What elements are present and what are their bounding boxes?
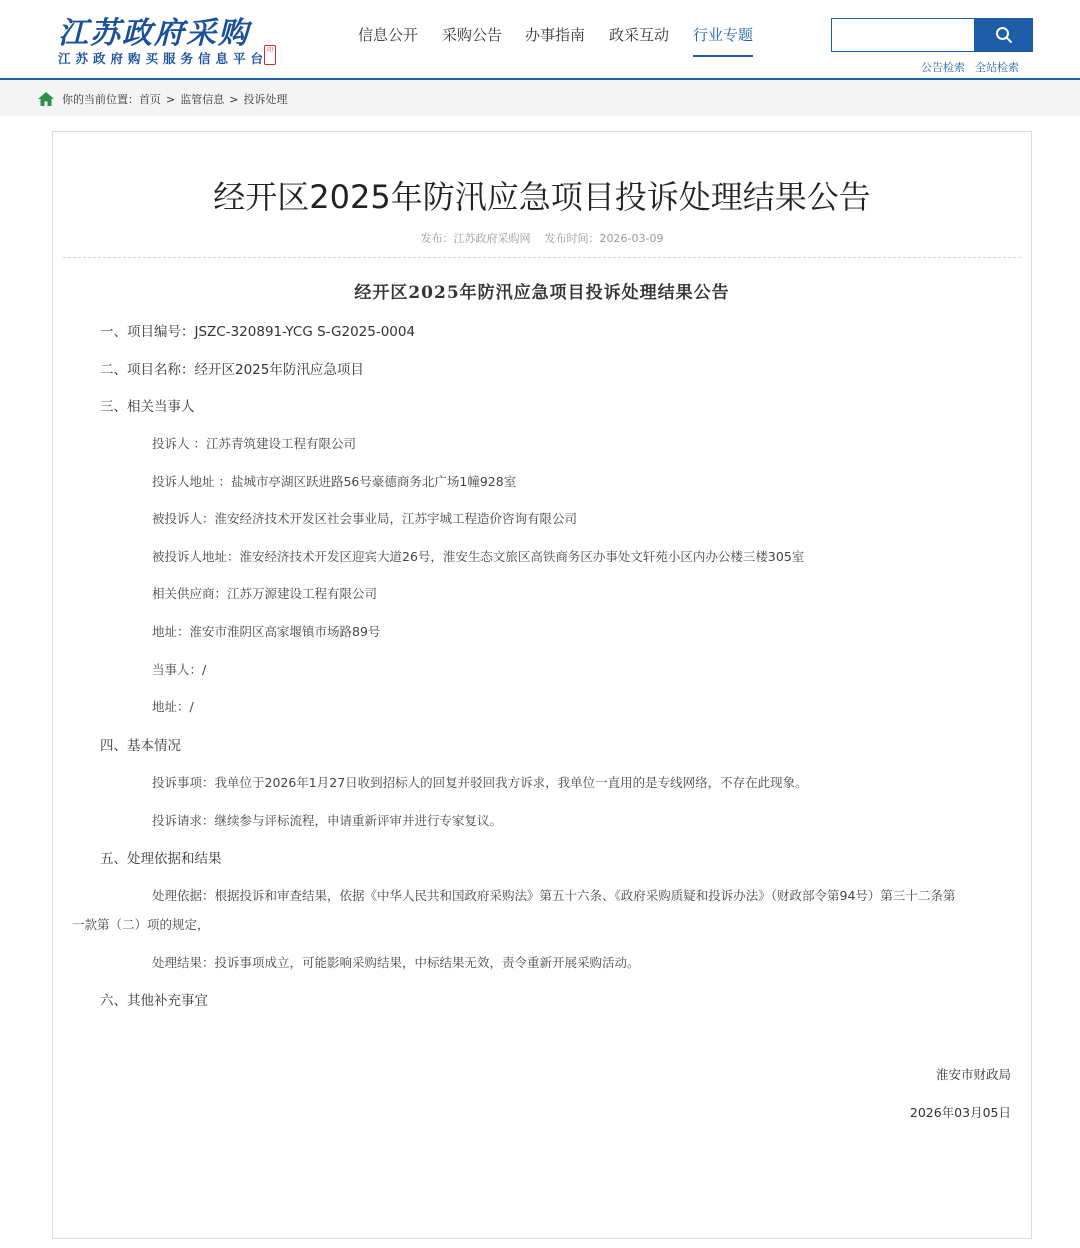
site-search-link[interactable]: 全站检索 <box>975 61 1019 74</box>
complaint-matter: 投诉事项：我单位于2026年1月27日收到招标人的回复并驳回我方诉求，我单位一直用的是专线网络，不存在此现象。 <box>152 775 808 790</box>
breadcrumb-separator: > <box>229 92 239 106</box>
publisher: 发布：江苏政府采购网 <box>420 232 531 245</box>
signer: 淮安市财政局 <box>935 1067 1011 1082</box>
breadcrumb-home[interactable]: 首页 <box>139 93 161 106</box>
party-respondent-address: 被投诉人地址：淮安经济技术开发区迎宾大道26号，淮安生态文旅区高铁商务区办事处文轩苑小区内办公楼三楼305室 <box>152 549 805 564</box>
breadcrumb-prefix: 你的当前位置： <box>62 93 139 106</box>
article-meta <box>53 230 1031 246</box>
logo-seal-icon: 印 <box>264 45 276 65</box>
article-card <box>52 131 1032 1239</box>
complaint-request: 投诉请求：继续参与评标流程，申请重新评审并进行专家复议。 <box>152 813 503 828</box>
section-project-number: 一、项目编号：JSZC-320891-YCG S-G2025-0004 <box>100 324 416 340</box>
handling-basis: 处理依据：根据投诉和审查结果，依据《中华人民共和国政府采购法》第五十六条、《政府采购质疑和投诉办法》（财政部令第94号）第三十二条第 <box>152 888 956 903</box>
party-complainant-address: 投诉人地址 ：盐城市亭湖区跃进路56号豪德商务北广场1幢928室 <box>152 474 517 489</box>
search-links <box>921 59 1019 75</box>
site-logo[interactable] <box>58 8 288 70</box>
search-button[interactable] <box>975 18 1033 52</box>
site-header <box>0 0 1080 78</box>
logo-subtitle: 江苏政府购买服务信息平台 <box>58 51 269 66</box>
logo-title: 江苏政府采购 <box>58 16 250 51</box>
nav-active-indicator <box>693 55 753 57</box>
party-complainant: 投诉人 ：江苏青筑建设工程有限公司 <box>152 436 356 451</box>
section-other-heading: 六、其他补充事宜 <box>100 993 208 1009</box>
section-project-name: 二、项目名称：经开区2025年防汛应急项目 <box>100 362 364 378</box>
nav-item-procurement-notice[interactable]: 采购公告 <box>442 26 503 44</box>
section-basic-heading: 四、基本情况 <box>100 738 181 754</box>
section-result-heading: 五、处理依据和结果 <box>100 851 222 867</box>
handling-result: 处理结果：投诉事项成立，可能影响采购结果，中标结果无效，责令重新开展采购活动。 <box>152 955 640 970</box>
breadcrumb-separator: > <box>166 92 176 106</box>
party-other-address: 地址：/ <box>152 699 194 714</box>
party-related-supplier: 相关供应商：江苏万源建设工程有限公司 <box>152 586 378 601</box>
page-title: 经开区2025年防汛应急项目投诉处理结果公告 <box>213 178 871 216</box>
breadcrumb-bar <box>0 80 1080 116</box>
nav-item-industry-topics[interactable]: 行业专题 <box>693 26 754 44</box>
nav-item-info-disclosure[interactable]: 信息公开 <box>358 26 419 44</box>
breadcrumb-complaint[interactable]: 投诉处理 <box>243 93 288 106</box>
search-input[interactable] <box>831 18 975 52</box>
notice-search-link[interactable]: 公告检索 <box>921 61 965 74</box>
nav-item-service-guide[interactable]: 办事指南 <box>525 26 586 44</box>
section-parties-heading: 三、相关当事人 <box>100 399 195 415</box>
search-icon <box>995 26 1013 44</box>
breadcrumb-supervision[interactable]: 监管信息 <box>180 93 225 106</box>
nav-item-interaction[interactable]: 政采互动 <box>609 26 670 44</box>
breadcrumb <box>38 91 287 107</box>
title-divider <box>63 257 1021 258</box>
party-supplier-address: 地址：淮安市淮阴区高家堰镇市场路89号 <box>152 624 381 639</box>
handling-basis-continued: 一款第（二）项的规定， <box>72 917 210 932</box>
party-other: 当事人：/ <box>152 662 207 677</box>
home-icon[interactable] <box>38 92 54 106</box>
publish-time: 发布时间：2026-03-09 <box>544 232 664 245</box>
document-title: 经开区2025年防汛应急项目投诉处理结果公告 <box>354 283 730 303</box>
sign-date: 2026年03月05日 <box>909 1105 1011 1120</box>
party-respondent: 被投诉人：淮安经济技术开发区社会事业局，江苏宇城工程造价咨询有限公司 <box>152 511 578 526</box>
